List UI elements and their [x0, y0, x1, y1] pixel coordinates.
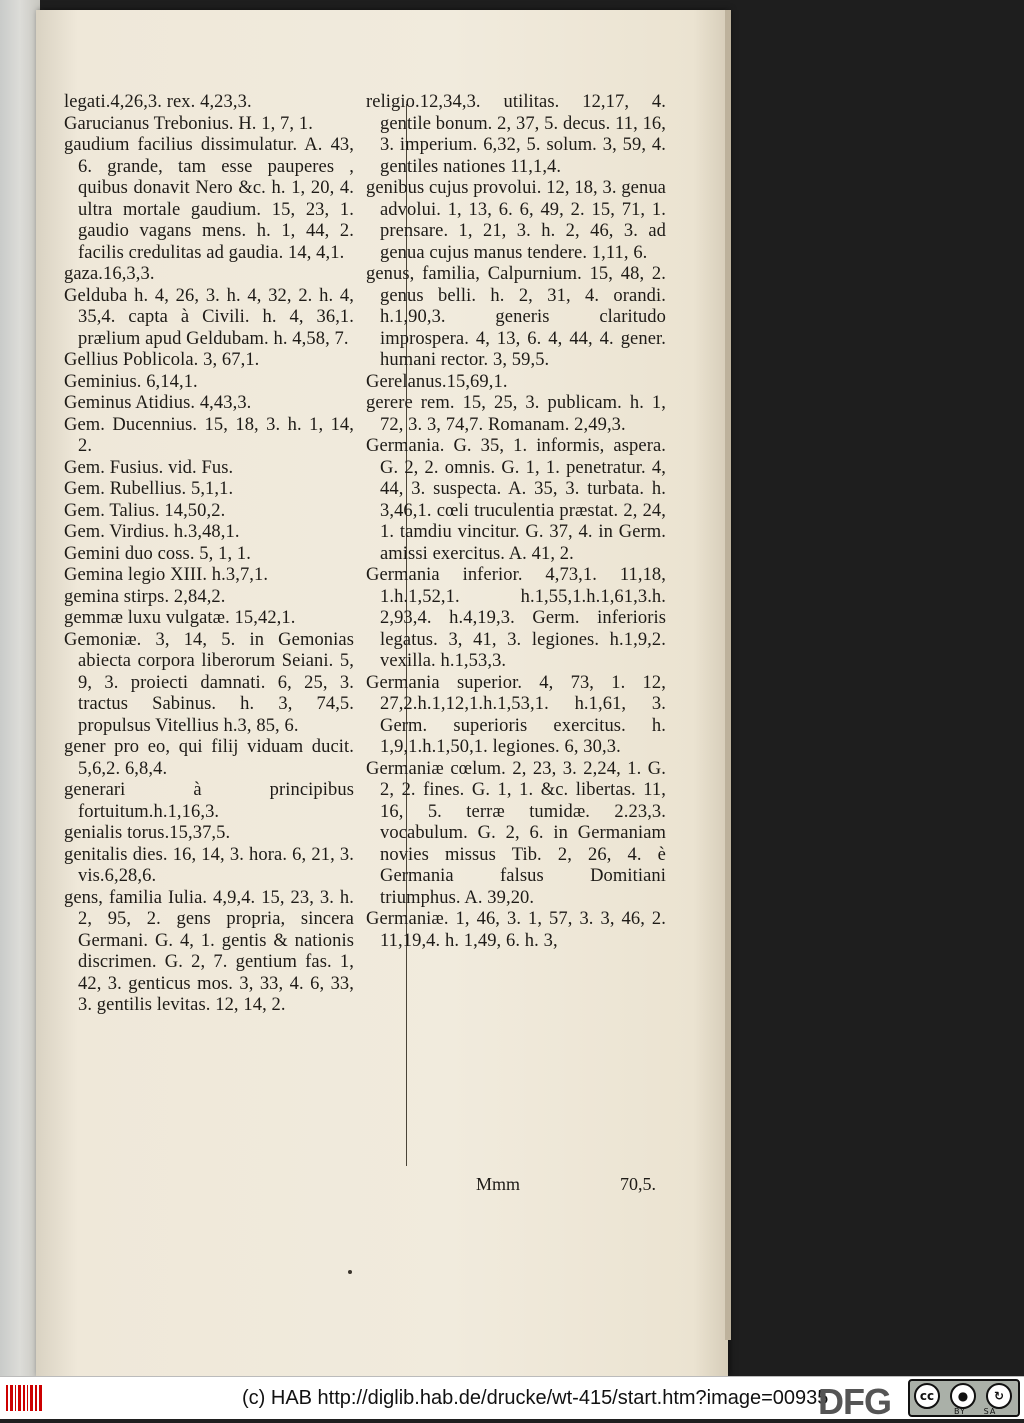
index-entry: genibus cujus provolui. 12, 18, 3. genua advolui. 1, 13, 6. 6, 49, 2. 15, 71, 1. prensare. 1, 21, 3. h. 2, 46, 3. ad genua cujus manus tendere. 1,11, 6.: [366, 178, 666, 263]
index-entry: Garucianus Trebonius. H. 1, 7, 1.: [64, 113, 313, 134]
signature-mark: Mmm: [476, 1174, 521, 1194]
index-entry: Gemini duo coss. 5, 1, 1.: [64, 543, 251, 564]
index-entry: gens, familia Iulia. 4,9,4. 15, 23, 3. h. 2, 95, 2. gens propria, sincera Germani. G. 4, 1. gentis & nationis discrimen. G. 2, 7. gentium fas. 1, 42, 3. genticus mos. 3, 33, 4. 6, 33, 3. gentilis levitas. 12, 14, 2.: [64, 887, 354, 1015]
index-entry: Gem. Ducennius. 15, 18, 3. h. 1, 14, 2.: [64, 414, 354, 456]
index-entry: Gemoniæ. 3, 14, 5. in Gemonias abiecta corpora liberorum Seiani. 5, 9, 3. proiecti damnati. 6, 25, 3. tractus Sabinus. h. 3, 74,5. propulsus Vitellius h.3, 85, 6.: [64, 629, 354, 736]
index-entry: genialis torus.15,37,5.: [64, 823, 231, 843]
barcode-icon: [6, 1385, 42, 1411]
index-column-right: [366, 92, 666, 952]
by-icon: ●: [950, 1383, 976, 1409]
index-entry: generari à principibus fortuitum.h.1,16,3.: [64, 780, 354, 822]
sa-icon: ↻: [986, 1383, 1012, 1409]
page-fore-edge: [725, 10, 731, 1340]
index-entry: gener pro eo, qui filij viduam ducit. 5,6,2. 6,8,4.: [64, 737, 354, 779]
index-entry: gaza.16,3,3.: [64, 264, 155, 284]
ink-speck: [348, 1270, 352, 1274]
index-entry: Germania superior. 4, 73, 1. 12, 27,2.h.1,12,1.h.1,53,1. h.1,61, 3. Germ. superioris exercitus. h. 1,9,1.h.1,50,1. legiones. 6, 30,3.: [366, 672, 666, 757]
index-entry: gemmæ luxu vulgatæ. 15,42,1.: [64, 608, 296, 628]
book-page: [36, 10, 728, 1376]
index-entry: Gerelanus.15,69,1.: [366, 371, 508, 392]
index-entry: religio.12,34,3. utilitas. 12,17, 4. gentile bonum. 2, 37, 5. decus. 11, 16, 3. imperium. 6,32, 5. solum. 3, 59, 4. gentiles nationes 11,1,4.: [366, 92, 666, 177]
index-entry: Geminus Atidius. 4,43,3.: [64, 393, 252, 413]
sa-label: SA: [983, 1407, 997, 1416]
index-entry: genitalis dies. 16, 14, 3. hora. 6, 21, 3. vis.6,28,6.: [64, 844, 354, 886]
index-entry: Gelduba h. 4, 26, 3. h. 4, 32, 2. h. 4, 35,4. capta à Civili. h. 4, 36,1. prælium apud Geldubam. h. 4,58, 7.: [64, 285, 354, 349]
index-entry: Geminius. 6,14,1.: [64, 371, 198, 392]
index-entry: Germania. G. 35, 1. informis, aspera. G. 2, 2. omnis. G. 1, 1. penetratur. 4, 44, 3. suspecta. A. 35, 3. turbata. h. 3,46,1. cœli truculentia præstat. 2, 24, 1. tamdiu vincitur. G. 37, 4. in Germ. amissi exercitus. A. 41, 2.: [366, 436, 666, 564]
index-entry: Gem. Rubellius. 5,1,1.: [64, 479, 234, 499]
by-label: BY: [954, 1407, 966, 1416]
index-entry: Gemina legio XIII. h.3,7,1.: [64, 565, 269, 585]
index-entry: gaudium facilius dissimulatur. A. 43, 6. grande, tam esse pauperes , quibus donavit Nero &c. h. 1, 20, 4. ultra mortale gaudium. 15, 23, 1. gaudio vagans mens. h. 1, 44, 2. facilis credulitas ad gaudia. 14, 4,1.: [64, 135, 354, 263]
index-entry: gemina stirps. 2,84,2.: [64, 586, 226, 607]
catchword: 70,5.: [620, 1174, 656, 1194]
dfg-logo: DFG: [818, 1381, 891, 1422]
cc-license-badge[interactable]: [908, 1379, 1020, 1417]
index-entry: Germaniæ cœlum. 2, 23, 3. 2,24, 1. G. 2, 2. fines. G. 1, 1. &c. libertas. 11, 16, 5. terræ tumidæ. 2.23,3. vocabulum. G. 2, 6. in Germaniam novies missus Tib. 2, 26, 4. è Germania falsus Domitiani triumphus. A. 39,20.: [366, 758, 666, 908]
index-entry: Germania inferior. 4,73,1. 11,18, 1.h.1,52,1. h.1,55,1.h.1,61,3.h. 2,93,4. h.4,19,3. Germ. inferioris legatus. 3, 41, 3. legiones. h.1,9,2. vexilla. h.1,53,3.: [366, 565, 666, 671]
index-entry: genus, familia, Calpurnium. 15, 48, 2. genus belli. h. 2, 31, 4. orandi. h.1,90,3. generis claritudo improspera. 4, 13, 6. 4, 44, 4. gener. humani rector. 3, 59,5.: [366, 264, 666, 370]
index-entry: Gellius Poblicola. 3, 67,1.: [64, 350, 260, 370]
index-entry: gerere rem. 15, 25, 3. publicam. h. 1, 72, 3. 3, 74,7. Romanam. 2,49,3.: [366, 393, 666, 435]
cc-license-label: [954, 1407, 996, 1416]
index-entry: Gem. Virdius. h.3,48,1.: [64, 522, 240, 542]
index-entry: Gem. Fusius. vid. Fus.: [64, 457, 234, 478]
index-entry: Germaniæ. 1, 46, 3. 1, 57, 3. 3, 46, 2. 11,19,4. h. 1,49, 6. h. 3,: [366, 909, 666, 951]
copyright-link[interactable]: (c) HAB http://diglib.hab.de/drucke/wt-415/start.htm?image=00935: [242, 1387, 829, 1409]
adjacent-page-edge: [0, 0, 40, 1376]
index-entry: legati.4,26,3. rex. 4,23,3.: [64, 92, 252, 112]
index-entry: Gem. Talius. 14,50,2.: [64, 500, 226, 521]
viewer-footer: [0, 1376, 1024, 1422]
index-column-left: [64, 92, 354, 1017]
cc-icon: cc: [914, 1383, 940, 1409]
